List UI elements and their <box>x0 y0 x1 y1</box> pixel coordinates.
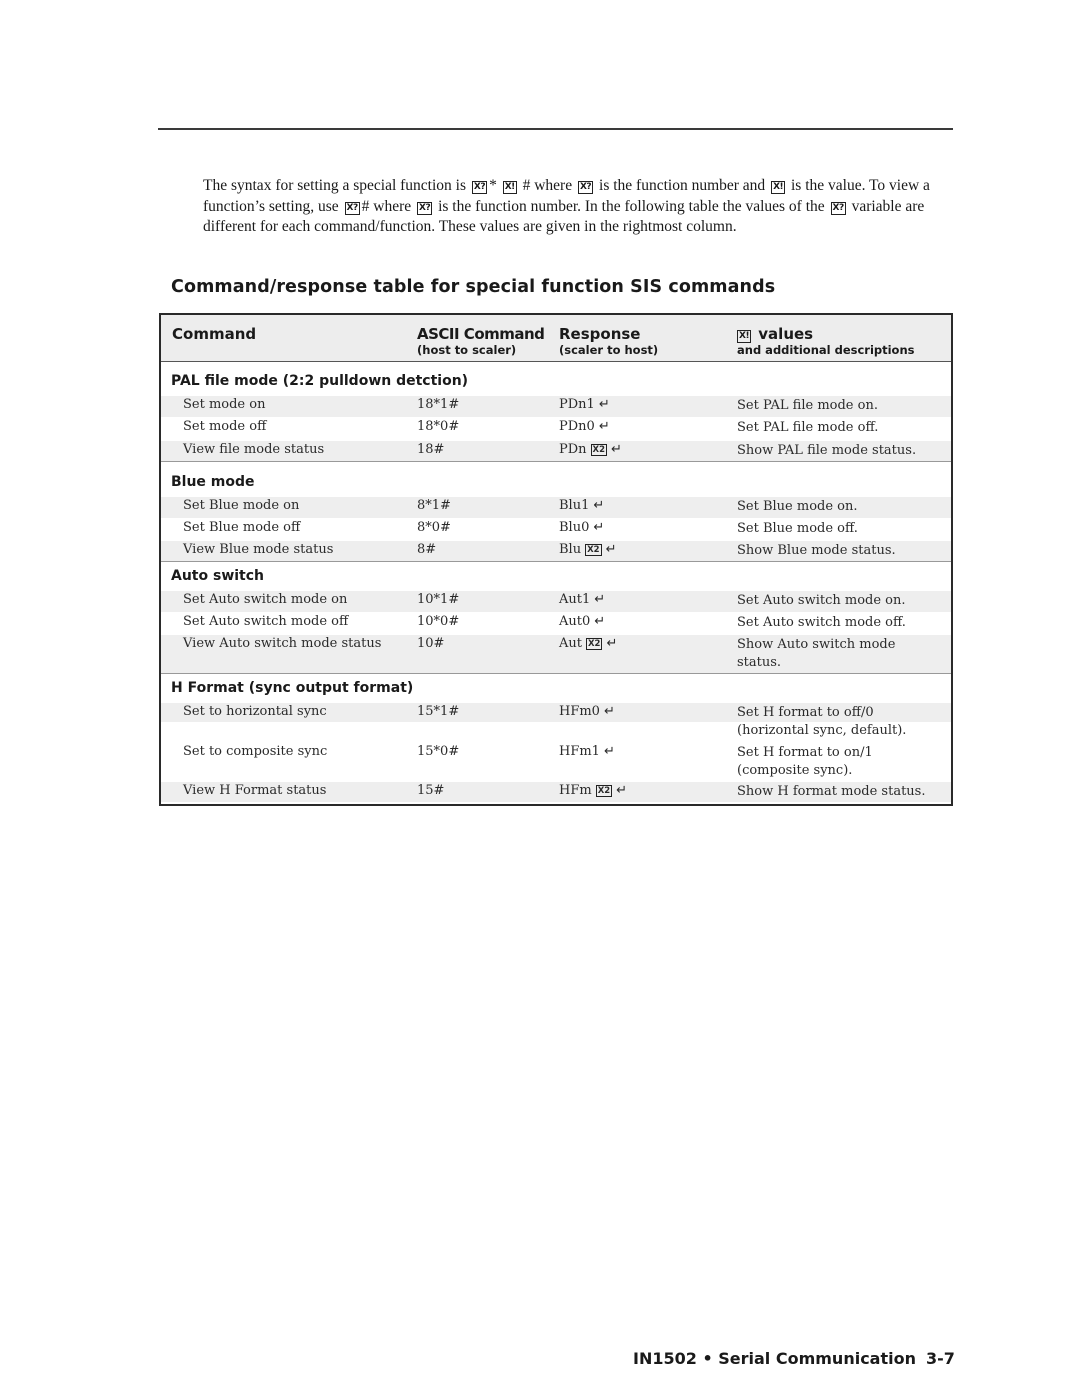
table-row: Set Auto switch mode on 10*1# Aut1 ↵ Set Auto switch mode on. <box>161 591 951 612</box>
variable-box-x2: X2 <box>597 786 611 796</box>
return-icon: ↵ <box>593 498 605 513</box>
table-row: Set Blue mode off 8*0# Blu0 ↵ Set Blue mode off. <box>183 520 858 536</box>
return-icon: ↵ <box>611 442 622 457</box>
variable-box-x2: X2 <box>592 445 606 455</box>
variable-box-x-question: X? <box>419 202 431 213</box>
return-icon: ↵ <box>594 614 606 629</box>
variable-box-x-question: X? <box>346 202 358 213</box>
page-number: 3-7 <box>926 1349 955 1368</box>
table-row: Set mode on 18*1# PDn1 ↵ Set PAL file mode on. <box>161 396 951 417</box>
section-heading: Command/response table for special function SIS commands <box>171 277 776 297</box>
table-row: View file mode status 18# PDn X2 ↵ Show PAL file mode status. <box>161 441 951 461</box>
table-row: Set Auto switch mode off 10*0# Aut0 ↵ Set Auto switch mode off. <box>183 614 906 630</box>
divider <box>161 673 951 674</box>
return-icon: ↵ <box>606 636 618 651</box>
group-heading-auto-switch: Auto switch <box>171 568 265 584</box>
header-values: X! values and additional descriptions <box>737 325 915 357</box>
group-heading-blue: Blue mode <box>171 474 255 490</box>
variable-box-x-question: X? <box>473 182 486 192</box>
table-row: Set Blue mode on 8*1# Blu1 ↵ Set Blue mode on. <box>161 497 951 518</box>
table-row: View H Format status 15# HFm X2 ↵ Show H format mode status. <box>161 782 951 802</box>
table-row: Set to composite sync 15*0# HFm1 ↵ Set H format to on/1 (composite sync). <box>183 744 873 778</box>
variable-box-x2: X2 <box>588 639 601 649</box>
return-icon: ↵ <box>616 783 628 798</box>
table-header <box>161 315 951 362</box>
group-heading-h-format: H Format (sync output format) <box>171 680 414 696</box>
header-ascii: ASCII Command (host to scaler) <box>417 325 545 357</box>
return-icon: ↵ <box>603 744 615 759</box>
header-command: Command <box>172 325 257 343</box>
return-icon: ↵ <box>605 542 617 557</box>
table-row: Set mode off 18*0# PDn0 ↵ Set PAL file mode off. <box>183 419 879 435</box>
table-row: View Blue mode status 8# Blu X2 ↵ Show Blue mode status. <box>161 541 951 561</box>
return-icon: ↵ <box>594 592 606 607</box>
return-icon: ↵ <box>598 397 610 412</box>
command-table <box>159 313 953 806</box>
variable-box-x-question: X? <box>579 182 592 192</box>
return-icon: ↵ <box>603 704 615 719</box>
divider <box>161 561 951 562</box>
return-icon: ↵ <box>598 419 610 434</box>
return-icon: ↵ <box>593 520 605 535</box>
variable-box-x-question: X? <box>832 202 844 213</box>
divider <box>161 461 951 462</box>
variable-box-x2: X2 <box>587 545 600 555</box>
group-heading-pal: PAL file mode (2:2 pulldown detction) <box>171 373 469 389</box>
header-response: Response (scaler to host) <box>559 325 659 357</box>
variable-box-x-excl: X! <box>739 331 750 341</box>
table-row: View Auto switch mode status 10# Aut X2 ↵ Show Auto switch mode status. <box>161 635 951 673</box>
footer-title: IN1502 • Serial Communication <box>633 1349 916 1368</box>
variable-box-x-excl: X! <box>773 182 784 192</box>
intro-paragraph: The syntax for setting a special function is X? * X! # where X? is the function number and X! is the value. To view a function’s setting, use X? # where X? is the function number. In the following table the values of the X? variable are different for each command/function. These values are given in the rightmost column. <box>203 177 930 235</box>
top-rule <box>158 128 953 130</box>
variable-box-x-excl: X! <box>504 182 515 192</box>
table-row: Set to horizontal sync 15*1# HFm0 ↵ Set H format to off/0 (horizontal sync, default). <box>161 703 951 722</box>
